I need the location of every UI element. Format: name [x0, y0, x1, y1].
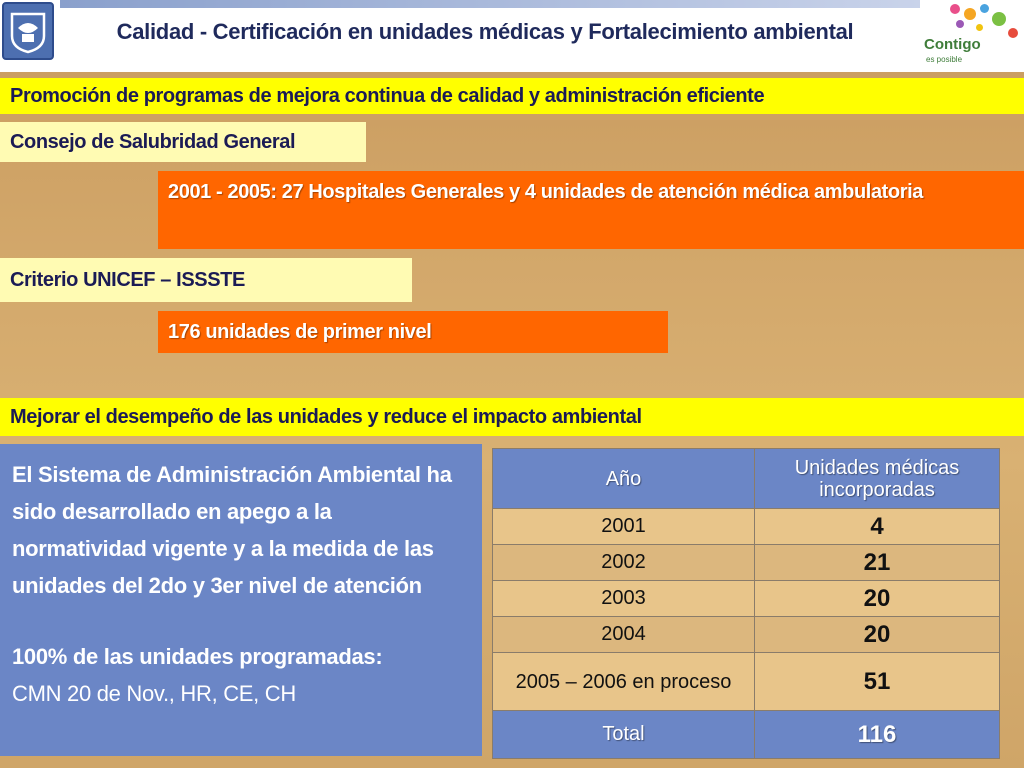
row-year: 2002 — [493, 545, 755, 581]
table-row — [493, 617, 1000, 653]
table-total-row — [493, 711, 1000, 759]
description-panel — [0, 444, 482, 756]
header-bar — [0, 0, 1024, 72]
units-table — [492, 448, 1000, 759]
row-year: 2004 — [493, 617, 755, 653]
contigo-logo — [920, 0, 1024, 70]
unicef-label: Criterio UNICEF – ISSSTE — [0, 258, 412, 302]
spacer — [12, 604, 470, 638]
row-value: 20 — [755, 617, 1000, 653]
contigo-logo-text: Contigo — [924, 36, 981, 53]
panel-footer: CMN 20 de Nov., HR, CE, CH — [12, 681, 296, 706]
table-row — [493, 581, 1000, 617]
consejo-label: Consejo de Salubridad General — [0, 122, 366, 162]
table-row — [493, 509, 1000, 545]
row-value: 51 — [755, 653, 1000, 711]
table-header-row — [493, 449, 1000, 509]
row-value: 21 — [755, 545, 1000, 581]
highlight-text: 100% de las unidades programadas: — [12, 644, 383, 669]
total-value: 116 — [755, 711, 1000, 759]
section2-heading: Mejorar el desempeño de las unidades y reduce el impacto ambiental — [0, 398, 1024, 436]
unicef-detail: 176 unidades de primer nivel — [158, 311, 668, 353]
issste-logo — [2, 2, 54, 60]
table-row — [493, 545, 1000, 581]
row-year: 2003 — [493, 581, 755, 617]
row-year: 2001 — [493, 509, 755, 545]
section1-heading: Promoción de programas de mejora continua de calidad y administración eficiente — [0, 78, 1024, 114]
header-units: Unidades médicas incorporadas — [755, 449, 1000, 509]
description-text: El Sistema de Administración Ambiental ha sido desarrollado en apego a la normatividad vigente y a la medida de las unidades del 2do y 3er nivel de atención — [12, 462, 452, 598]
consejo-detail: 2001 - 2005: 27 Hospitales Generales y 4 unidades de atención médica ambulatoria — [158, 171, 1024, 249]
table-row — [493, 653, 1000, 711]
header-stripe — [60, 0, 920, 8]
row-value: 4 — [755, 509, 1000, 545]
row-year: 2005 – 2006 en proceso — [493, 653, 755, 711]
total-label: Total — [493, 711, 755, 759]
page-title: Calidad - Certificación en unidades médicas y Fortalecimiento ambiental — [116, 19, 854, 44]
shield-icon — [8, 8, 48, 54]
row-value: 20 — [755, 581, 1000, 617]
contigo-logo-subtext: es posible — [926, 55, 963, 64]
header-year: Año — [493, 449, 755, 509]
